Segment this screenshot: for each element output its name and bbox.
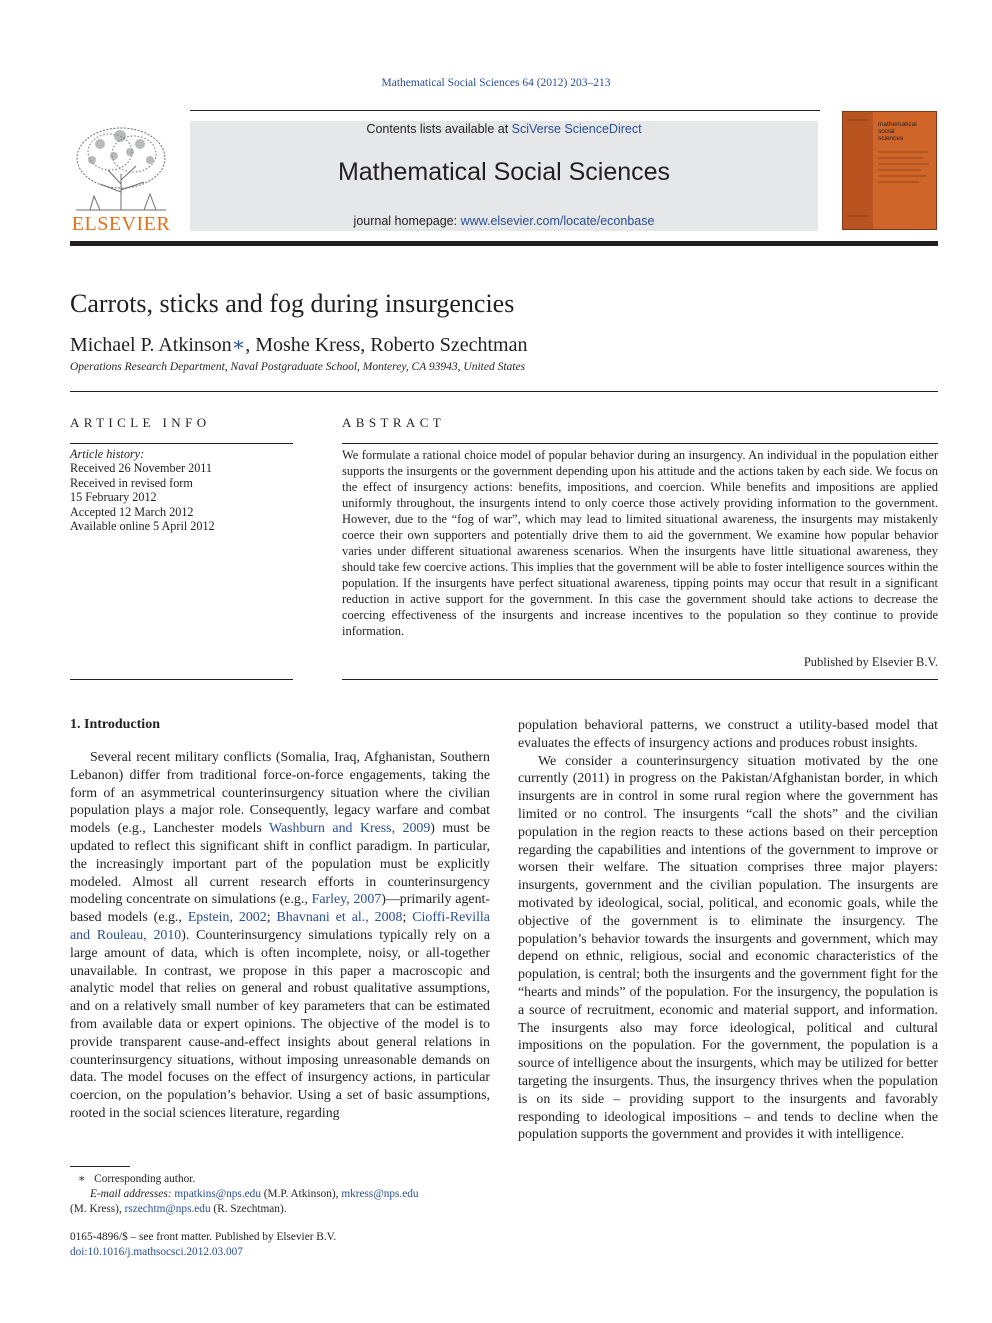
- article-info-rule: [70, 443, 293, 444]
- text-run: ) must be updated to reflect this significant shift in conflict paradigm. In particular, the increasingly important part of the population must be explicitly modeled. Almost all current research efforts in counterinsurgency modeling concentrate on simulations (e.g.,: [70, 821, 490, 908]
- article-info-bottom-rule: [70, 679, 293, 680]
- ref-cioffi-revilla-2010[interactable]: Cioffi-Revilla and Rouleau, 2010: [70, 910, 490, 943]
- article-history: [70, 447, 293, 533]
- corresponding-author-link[interactable]: ∗: [231, 334, 246, 356]
- journal-name: Mathematical Social Sciences: [337, 158, 671, 186]
- abstract-bottom-rule: [342, 679, 938, 680]
- ref-farley-2007[interactable]: Farley, 2007: [311, 892, 382, 908]
- intro-paragraph-1: [70, 749, 490, 1123]
- ref-washburn-kress-2009[interactable]: Washburn and Kress, 2009: [268, 821, 431, 837]
- article-title: Carrots, sticks and fog during insurgencies: [70, 289, 515, 318]
- elsevier-logo: [70, 122, 172, 234]
- contents-availability: [190, 122, 818, 136]
- author-affiliation: Operations Research Department, Naval Postgraduate School, Monterey, CA 93943, United States: [70, 361, 526, 373]
- text-run: Several recent military conflicts (Somalia, Iraq, Afghanistan, Southern Lebanon) differ from traditional force-on-force engagements, taking the form of an asymmetrical counterinsurgency situation where the civilian population plays a major role. Consequently, legacy warfare and combat models (e.g., Lanchester models: [70, 750, 490, 837]
- text-run: ;: [266, 910, 277, 926]
- history-item: Received in revised form: [70, 475, 193, 490]
- abstract-heading: ABSTRACT: [342, 415, 446, 430]
- article-info-heading: ARTICLE INFO: [70, 415, 211, 430]
- homepage-prefix: journal homepage:: [353, 214, 461, 228]
- email-addresses-continued: [70, 1202, 490, 1217]
- journal-cover-thumbnail[interactable]: [842, 111, 937, 230]
- author-list: [70, 332, 527, 357]
- footnotes: [70, 1172, 490, 1217]
- history-item: Received 26 November 2011: [70, 461, 213, 476]
- email-addresses: [70, 1187, 490, 1202]
- homepage-link[interactable]: www.elsevier.com/locate/econbase: [460, 214, 655, 228]
- email-label: E-mail addresses:: [90, 1188, 172, 1200]
- body-column-left: [70, 749, 490, 1123]
- author-name: Roberto Szechtman: [370, 334, 528, 356]
- abstract-publisher: Published by Elsevier B.V.: [803, 655, 938, 669]
- section-heading-introduction: 1. Introduction: [70, 717, 160, 732]
- doi-link[interactable]: doi:10.1016/j.mathsocsci.2012.03.007: [70, 1245, 243, 1258]
- text-run: ). Counterinsurgency simulations typically rely on a large amount of data, which is often incomplete, noisy, or all-together unavailable. In contrast, we propose in this paper a macroscopic and analytic model that relies on general and robust qualitative assumptions, and on a relatively small number of key parameters that can be estimated from available data or expert opinions. The objective of the model is to provide transparent cause-and-effect insights about general relations in counterinsurgency situations, without imposing unreasonable demands on data. The model focuses on the effect of insurgency actions, in particular coercion, on the population’s behavior. Using a set of basic assumptions, rooted in the social sciences literature, regarding: [70, 927, 490, 1121]
- email-owner: (R. Szechtman).: [210, 1203, 287, 1215]
- corresponding-author-note: [70, 1172, 490, 1187]
- ref-epstein-2002[interactable]: Epstein, 2002: [187, 910, 267, 926]
- abstract-rule: [342, 443, 938, 444]
- journal-homepage: [190, 214, 818, 228]
- contents-prefix: Contents lists available at: [366, 122, 512, 136]
- email-szechtman[interactable]: rszechtm@nps.edu: [124, 1203, 211, 1215]
- footnote-text: Corresponding author.: [94, 1173, 196, 1185]
- header-rule: [190, 110, 820, 111]
- author-name: Moshe Kress: [255, 334, 361, 356]
- header-thick-rule: [70, 241, 938, 246]
- elsevier-tree-icon: [70, 122, 172, 212]
- article-history-label: Article history:: [70, 447, 145, 461]
- issn-block: [70, 1230, 336, 1259]
- intro-paragraph-2: We consider a counterinsurgency situation motivated by the one currently (2011) in progress on the Pakistan/Afghanistan border, in which insurgents are in control in some rural region where the government has limited or no control. The insurgents “call the shots” and the civilian population in the region reacts to these actions based on their perception regarding the capabilities and intentions of the government to improve or worsen their welfare. The situation comprises three major players: insurgents, government and the civilian population. The insurgents are motivated by ideological, social, political, and economic goals, while the objective of the government is to eliminate the insurgency. The population’s behavior towards the insurgents and government, which may depend on ethnic, religious, social and economic characteristics of the population, is central; both the insurgents and the government fight for the “hearts and minds” of the population. For the insurgency, the population is a source of recruitment, economic and material support, and information. The insurgents also may force ideological, political and cultural impositions on the population. For the government, the population is a source of intelligence about the insurgents, which may be utilized for better targeting the insurgents. Thus, the insurgency thrives when the population is on its side – providing support to the insurgents and favorably responding to ideological impositions – and tends to decline when the population supports the government and provides it with intelligence.: [518, 753, 938, 1143]
- cover-title-line-3: sciences: [878, 135, 904, 142]
- text-run: ;: [402, 910, 413, 926]
- email-owner: (M. Kress),: [70, 1203, 125, 1215]
- text-run: )—primarily agent-based models (e.g.,: [70, 892, 491, 926]
- history-item: 15 February 2012: [70, 490, 157, 505]
- elsevier-wordmark: ELSEVIER: [71, 213, 171, 235]
- footnote-star: ∗: [78, 1173, 86, 1185]
- title-rule: [70, 391, 938, 392]
- email-owner: (M.P. Atkinson),: [260, 1188, 342, 1200]
- sciencedirect-link[interactable]: SciVerse ScienceDirect: [511, 122, 642, 136]
- email-atkinson[interactable]: mpatkins@nps.edu: [174, 1188, 261, 1200]
- cover-title-line-2: social: [878, 128, 895, 135]
- author-separator: ,: [360, 334, 371, 356]
- author-separator: ,: [245, 334, 256, 356]
- journal-citation-link[interactable]: Mathematical Social Sciences 64 (2012) 203–213: [381, 77, 611, 89]
- history-item: Available online 5 April 2012: [70, 519, 215, 534]
- abstract-text: We formulate a rational choice model of popular behavior during an insurgency. An individual in the population either supports the insurgents or the government depending upon his attitude and the actions taken by each side. We focus on the effect of insurgency actions: benefits, impositions, and coercion. While benefits and impositions are applied uniformly throughout, the insurgents intend to only coerce those actively providing information to the government. However, due to the “fog of war”, which may lead to limited situational awareness, the insurgents may mistakenly coerce their own supporters and potentially drive them to aid the government. We examine how popular behavior varies under different situational awareness scenarios. When the insurgents have little situational awareness, they should take few coercive actions. This implies that the government will be able to foster intelligence sources within the population. If the insurgents have perfect situational awareness, tipping points may occur that result in a significant reduction in active support for the government. In this case the government should take actions to decrease the coercing effectiveness of the insurgents and increase incentives to the population so they continue to provide information.: [342, 448, 938, 638]
- body-column-right: [518, 717, 938, 1144]
- ref-bhavnani-2008[interactable]: Bhavnani et al., 2008: [276, 910, 403, 926]
- author-name: Michael P. Atkinson: [70, 334, 232, 356]
- issn-line: 0165-4896/$ – see front matter. Published by Elsevier B.V.: [70, 1231, 337, 1243]
- email-kress[interactable]: mkress@nps.edu: [341, 1188, 419, 1200]
- intro-paragraph-1-continued: population behavioral patterns, we construct a utility-based model that evaluates the effects of insurgency actions and produces robust insights.: [518, 718, 938, 751]
- cover-text-lines-icon: [843, 112, 938, 231]
- cover-title-line-1: mathematical: [878, 121, 917, 128]
- history-item: Accepted 12 March 2012: [70, 504, 194, 519]
- footnote-rule: [70, 1166, 130, 1167]
